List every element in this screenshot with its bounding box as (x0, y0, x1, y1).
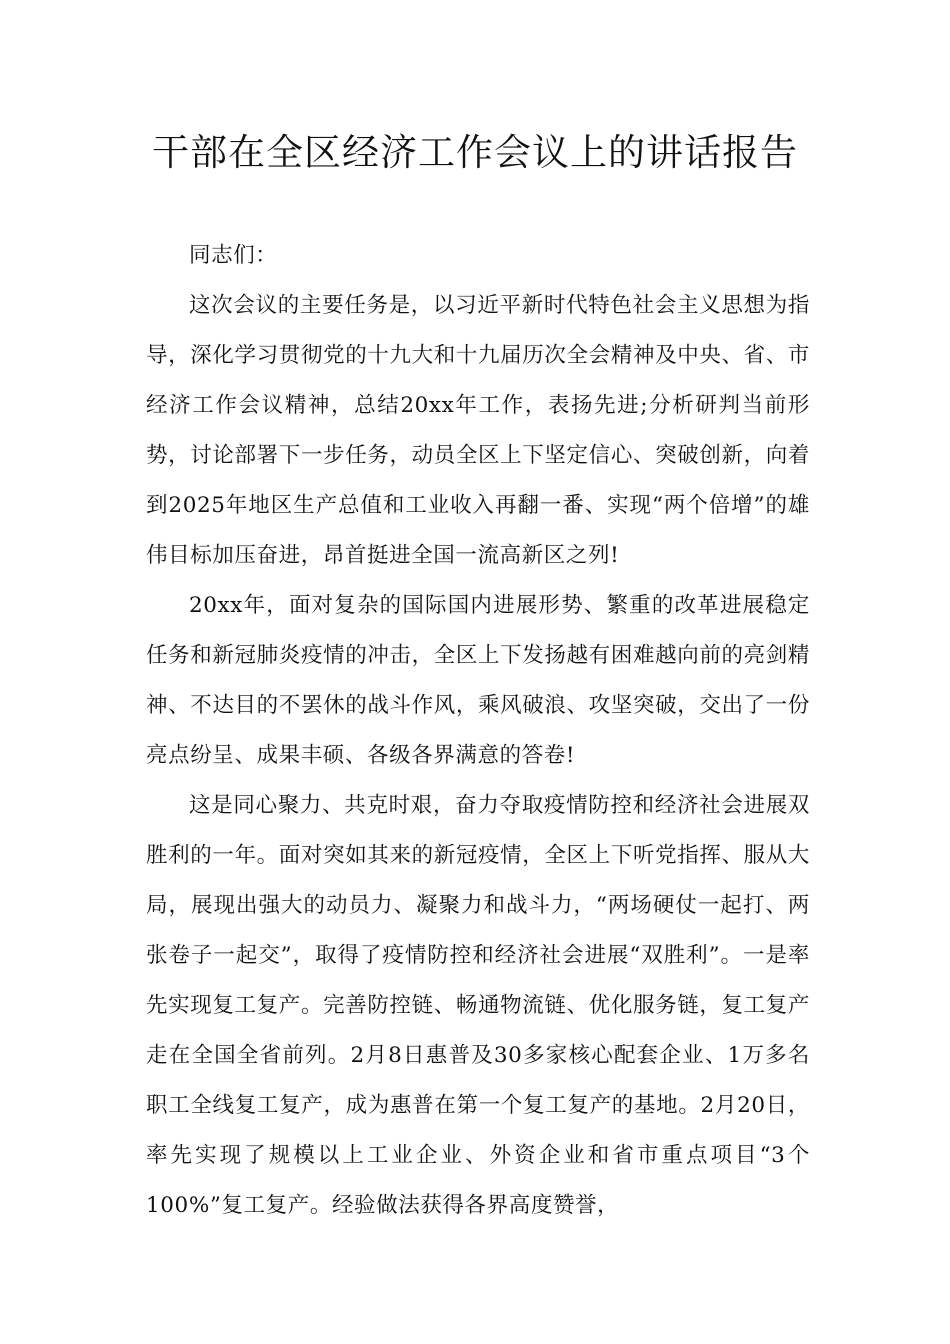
body-paragraph: 这是同心聚力、共克时艰，奋力夺取疫情防控和经济社会进展双胜利的一年。面对突如其来的新冠疫情，全区上下听党指挥、服从大局，展现出强大的动员力、凝聚力和战斗力，“两场硬仗一起打、两张卷子一起交”，取得了疫情防控和经济社会进展“双胜利”。一是率先实现复工复产。完善防控链、畅通物流链、优化服务链，复工复产走在全国全省前列。2月8日惠普及30多家核心配套企业、1万多名职工全线复工复产，成为惠普在第一个复工复产的基地。2月20日，率先实现了规模以上工业企业、外资企业和省市重点项目“3个100%”复工复产。经验做法获得各界高度赞誉， (146, 793, 810, 1218)
body-paragraph: 这次会议的主要任务是，以习近平新时代特色社会主义思想为指导，深化学习贯彻党的十九大和十九届历次全会精神及中央、省、市经济工作会议精神，总结20xx年工作，表扬先进;分析研判当前形势，讨论部署下一步任务，动员全区上下坚定信心、突破创新，向着到2025年地区生产总值和工业收入再翻一番、实现“两个倍增”的雄伟目标加压奋进，昂首挺进全国一流高新区之列! (146, 293, 810, 568)
salutation-paragraph: 同志们： (189, 243, 278, 268)
document-body (146, 231, 810, 1231)
body-paragraph: 20xx年，面对复杂的国际国内进展形势、繁重的改革进展稳定任务和新冠肺炎疫情的冲击，全区上下发扬越有困难越向前的亮剑精神、不达目的不罢休的战斗作风，乘风破浪、攻坚突破，交出了一份亮点纷呈、成果丰硕、各级各界满意的答卷! (146, 593, 810, 768)
document-title: 干部在全区经济工作会议上的讲话报告 (152, 131, 798, 174)
